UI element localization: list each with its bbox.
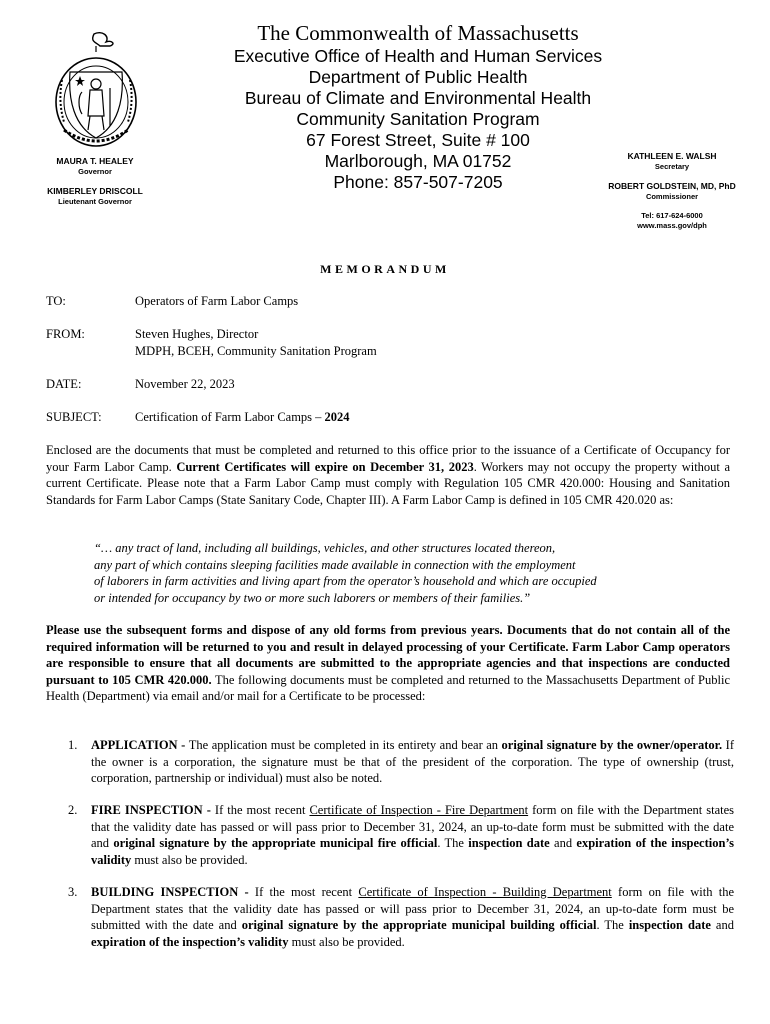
quote-line: any part of which contains sleeping facilities made available in connection with the employment bbox=[94, 557, 576, 572]
list-item bbox=[46, 802, 734, 868]
commissioner-title: Commissioner bbox=[645, 192, 699, 201]
commissioner-name: ROBERT GOLDSTEIN, MD, PhD bbox=[608, 181, 736, 191]
from-label: FROM: bbox=[46, 327, 85, 341]
list-number: 2. bbox=[68, 803, 78, 817]
secretary-title: Secretary bbox=[654, 162, 690, 171]
list-item-body: must also be provided. bbox=[131, 852, 248, 867]
list-item-title: FIRE INSPECTION - bbox=[91, 803, 215, 817]
fire-certificate-form-name: Certificate of Inspection - Fire Department bbox=[309, 803, 529, 817]
list-item-emphasis: inspection date bbox=[628, 918, 711, 932]
list-item-body: If the owner is a corporation, the signature must be that of the president of the corporation. The type of ownership (trust, corporation, partnership or individual) must also be noted. bbox=[91, 738, 735, 785]
intro-text-rest: . Workers may not occupy the property without a current Certificate. Please note that a Farm Labor Camp must comply with Regulation 105 CMR 420.000: Housing and Sanitation Standards for Farm Labor Camps (State Sanitary Code, Chapter III). A Farm Labor Camp is defined in 105 CMR 420.020 as: bbox=[46, 459, 730, 507]
governor-name: MAURA T. HEALEY bbox=[56, 156, 134, 166]
to-label: TO: bbox=[46, 294, 66, 308]
list-number: 1. bbox=[68, 738, 78, 752]
list-item-body: and bbox=[710, 918, 734, 932]
list-item-emphasis: expiration of the inspection’s validity bbox=[91, 836, 735, 867]
quote-line: “… any tract of land, including all buildings, vehicles, and other structures located thereon, bbox=[94, 541, 556, 555]
date-label: DATE: bbox=[46, 377, 82, 391]
address-street: 67 Forest Street, Suite # 100 bbox=[306, 130, 530, 150]
address-city: Marlborough, MA 01752 bbox=[324, 151, 512, 171]
memo-heading: MEMORANDUM bbox=[320, 262, 450, 276]
lieutenant-governor-title: Lieutenant Governor bbox=[58, 197, 132, 206]
quote-line: of laborers in farm activities and living apart from the operator’s household and which are occupied bbox=[94, 574, 597, 588]
instructions-paragraph bbox=[46, 622, 730, 705]
list-item-emphasis: inspection date bbox=[468, 836, 550, 850]
subject-label: SUBJECT: bbox=[46, 410, 102, 424]
list-item-emphasis: expiration of the inspection’s validity bbox=[91, 934, 289, 949]
agency-bureau: Bureau of Climate and Environmental Health bbox=[244, 88, 592, 108]
list-item-text bbox=[91, 884, 734, 950]
list-item-body: . The bbox=[596, 918, 629, 932]
telephone: Tel: 617-624-6000 bbox=[641, 211, 703, 220]
list-item-body: must also be provided. bbox=[288, 934, 405, 949]
to-value: Operators of Farm Labor Camps bbox=[135, 294, 299, 308]
right-officials bbox=[580, 151, 764, 231]
list-item bbox=[46, 884, 734, 950]
from-name: Steven Hughes, Director bbox=[135, 327, 259, 341]
list-number: 3. bbox=[68, 885, 78, 899]
list-item-title: APPLICATION - bbox=[91, 738, 189, 752]
list-item-body: If the most recent bbox=[214, 803, 310, 817]
list-item-title: BUILDING INSPECTION - bbox=[91, 885, 255, 899]
letterhead-title: The Commonwealth of Massachusetts bbox=[257, 21, 579, 45]
intro-paragraph bbox=[46, 442, 730, 508]
list-item bbox=[46, 737, 734, 787]
list-item-text bbox=[91, 802, 734, 868]
subject-value bbox=[135, 409, 735, 426]
date-value: November 22, 2023 bbox=[135, 377, 235, 391]
letterhead bbox=[200, 20, 636, 193]
phone-number: Phone: 857-507-7205 bbox=[333, 172, 503, 192]
subject-text: Certification of Farm Labor Camps – bbox=[135, 410, 325, 424]
list-item-text bbox=[91, 737, 734, 787]
website-url: www.mass.gov/dph bbox=[637, 221, 707, 230]
from-organization: MDPH, BCEH, Community Sanitation Program bbox=[135, 343, 377, 358]
governor-title: Governor bbox=[78, 167, 112, 176]
secretary-name: KATHLEEN E. WALSH bbox=[627, 151, 717, 161]
list-item-emphasis: original signature by the appropriate municipal building official bbox=[241, 918, 597, 932]
list-item-emphasis: original signature by the owner/operator. bbox=[501, 738, 723, 752]
left-officials bbox=[20, 156, 170, 207]
massachusetts-seal-icon bbox=[50, 30, 142, 150]
definition-quote bbox=[94, 540, 714, 606]
lieutenant-governor-name: KIMBERLEY DRISCOLL bbox=[47, 186, 143, 196]
instructions-text: The following documents must be completed and returned to the Massachusetts Department of Public Health (Department) via email and/or mail for a Certificate to be processed: bbox=[46, 672, 730, 703]
quote-line: or intended for occupancy by two or more such laborers or members of their families.” bbox=[94, 590, 531, 605]
list-item-body: and bbox=[549, 836, 577, 850]
agency-executive-office: Executive Office of Health and Human Services bbox=[233, 46, 603, 66]
list-item-body: form on file with the Department states that the validity date has passed or will pass prior to December 31, 2024, an up-to-date form must be submitted with the date and bbox=[91, 803, 735, 850]
list-item-body: The application must be completed in its entirety and bear an bbox=[188, 738, 502, 752]
building-certificate-form-name: Certificate of Inspection - Building Department bbox=[358, 885, 612, 899]
intro-expiry-notice: Current Certificates will expire on December 31, 2023 bbox=[176, 459, 474, 474]
intro-text: Enclosed are the documents that must be completed and returned to this office prior to the issuance of a Certificate of Occupancy for your Farm Labor Camp. bbox=[46, 443, 730, 474]
list-item-body: form on file with the Department states that the validity date has passed or will pass prior to December 31, 2024, an up-to-date form must be submitted with the date and bbox=[91, 885, 735, 932]
subject-year: 2024 bbox=[324, 410, 350, 424]
from-value bbox=[135, 326, 735, 359]
list-item-body: . The bbox=[437, 836, 469, 850]
agency-department: Department of Public Health bbox=[308, 67, 528, 87]
instructions-bold: Please use the subsequent forms and dispose of any old forms from previous years. Documents that do not contain all of the required information will be returned to you and result in delayed processing of your Certificate. Farm Labor Camp operators are responsible to ensure that all documents are submitted to the appropriate agencies and that inspections are conducted pursuant to 105 CMR 420.000. bbox=[46, 623, 730, 687]
list-item-emphasis: original signature by the appropriate municipal fire official bbox=[113, 836, 438, 850]
list-item-body: If the most recent bbox=[254, 885, 359, 899]
agency-program: Community Sanitation Program bbox=[296, 109, 540, 129]
